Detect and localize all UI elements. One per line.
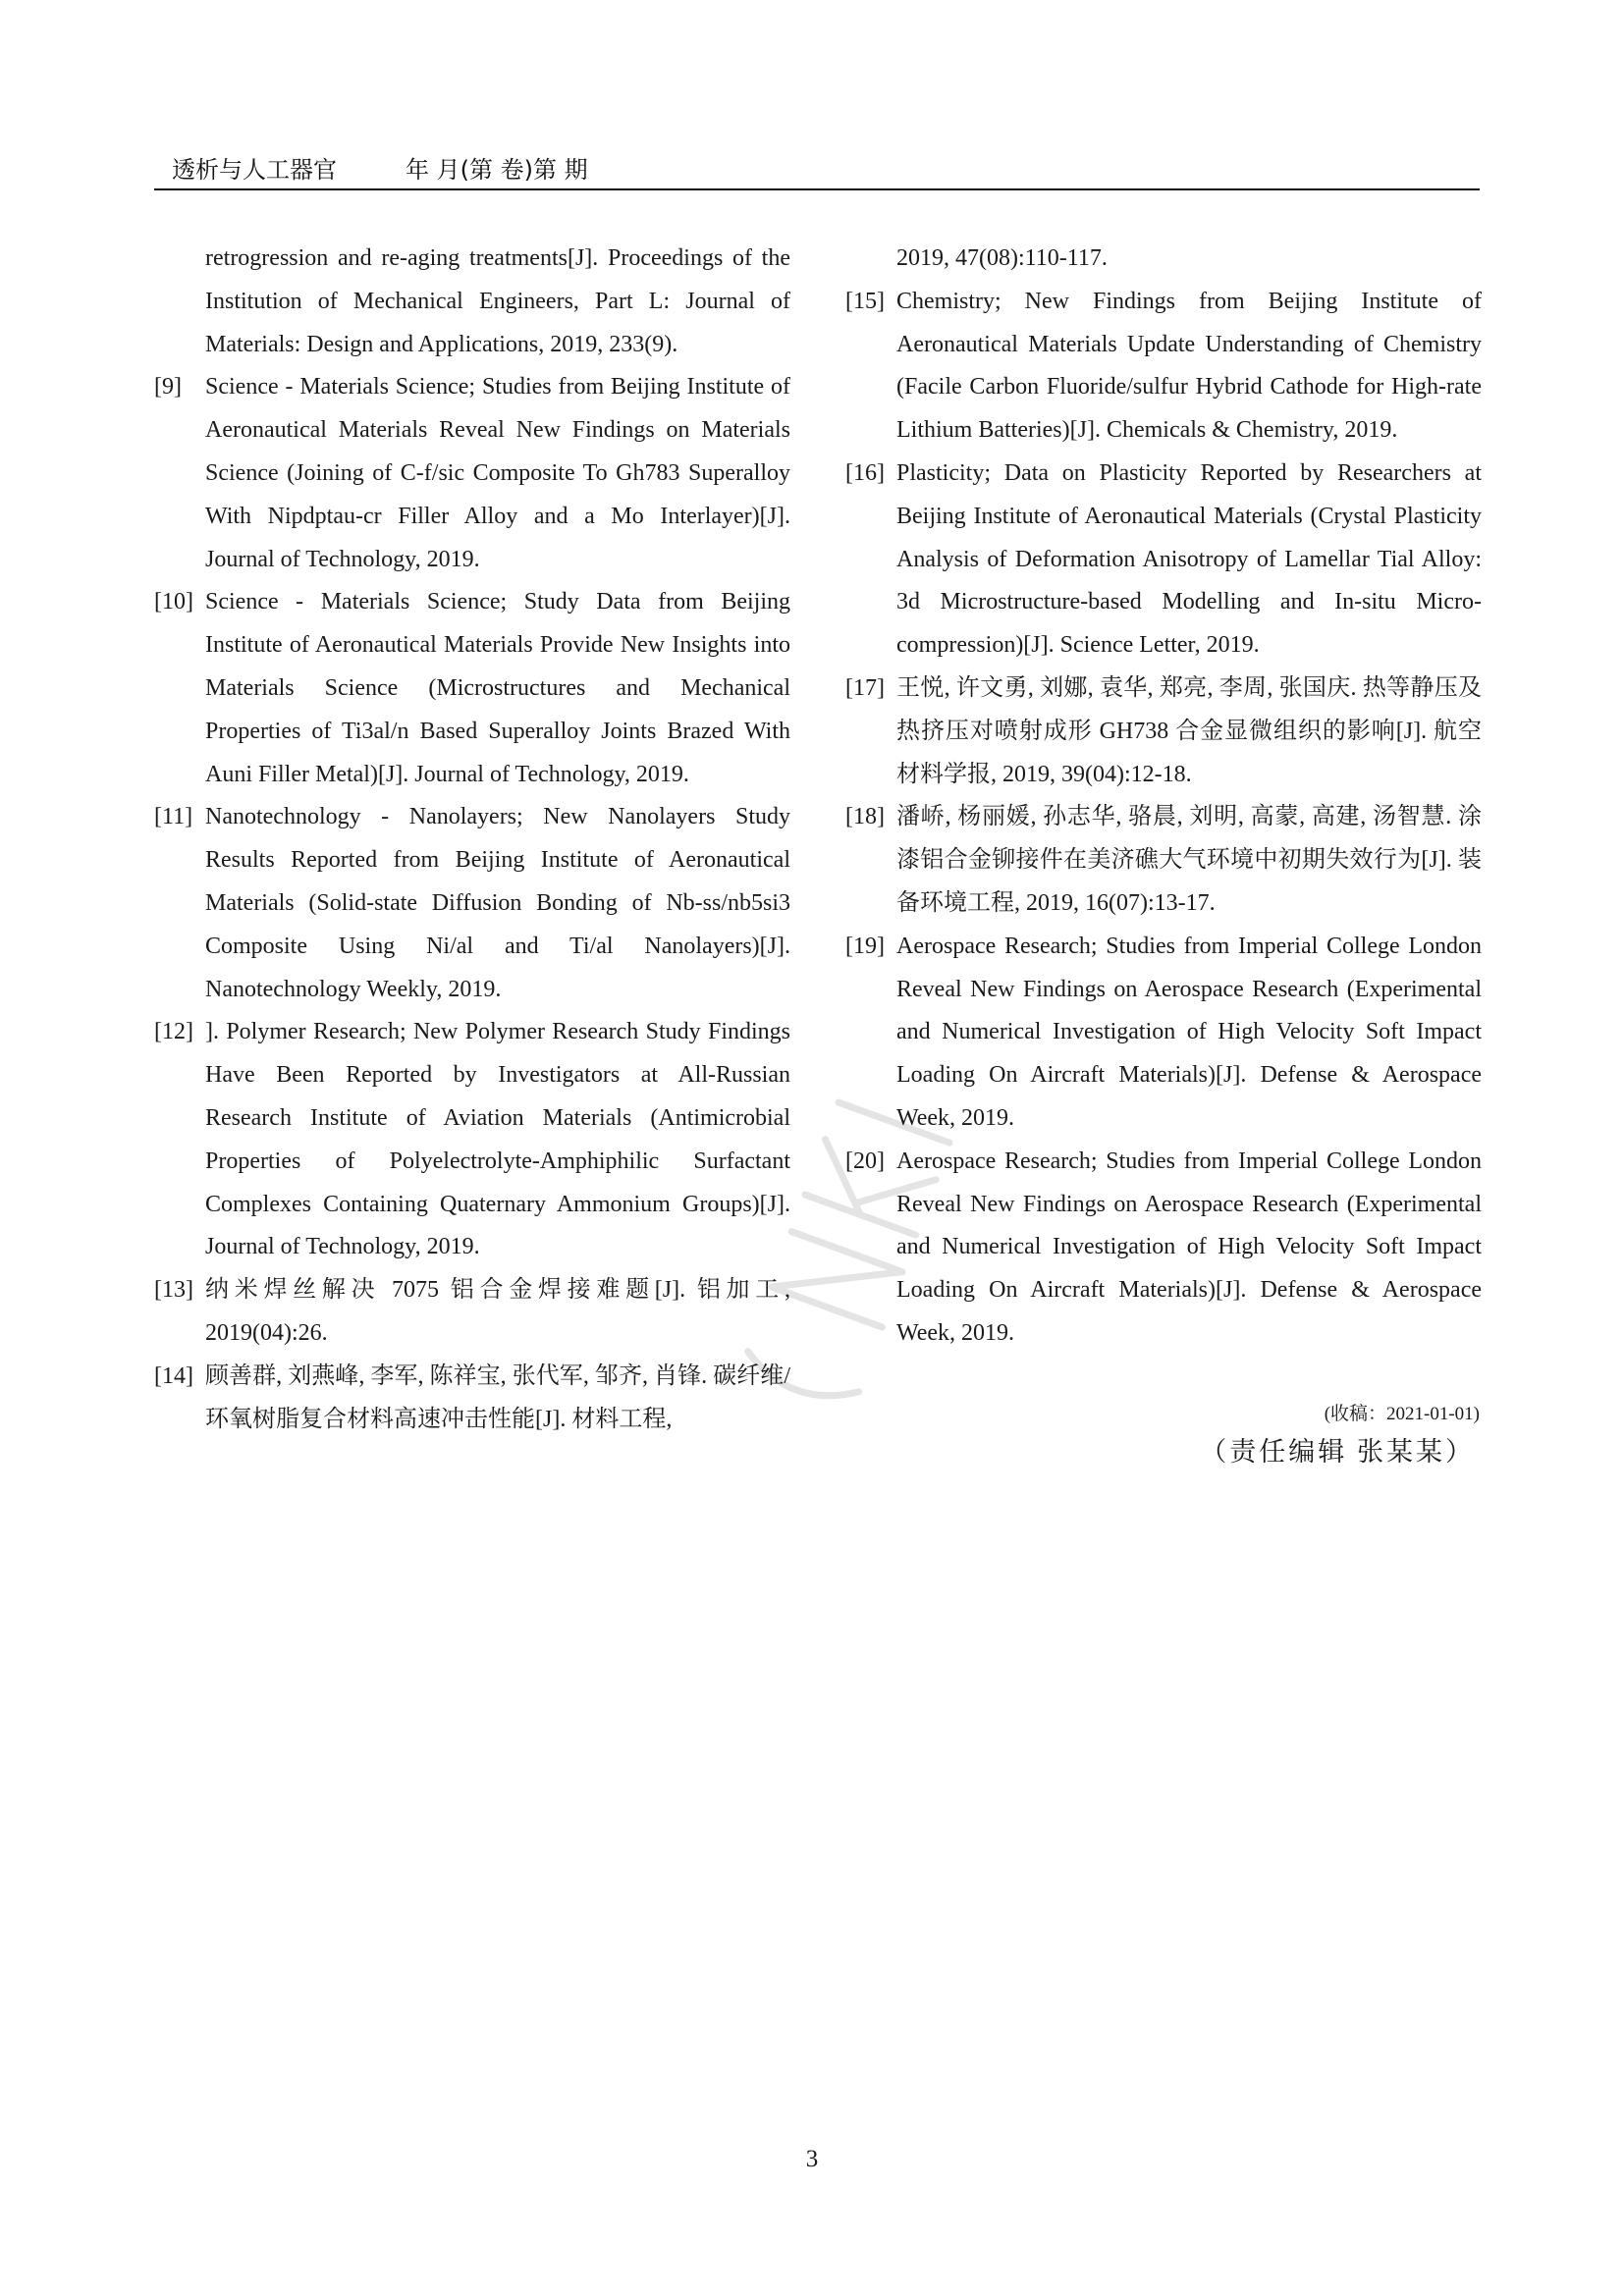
reference-number: [17] <box>845 674 885 701</box>
reference-number: [11] <box>154 804 193 830</box>
reference-number: [19] <box>845 933 885 959</box>
reference-item <box>154 581 790 796</box>
reference-text: Nanotechnology - Nanolayers; New Nanolayers Study Results Reported from Beijing Institute of Aeronautical Materials (Solid-state Diffusion Bonding of Nb-ss/nb5si3 Composite Using Ni/al and Ti/al Nanolayers)[J]. Nanotechnology Weekly, 2019. <box>205 804 790 1002</box>
responsible-editor: （责任编辑 张某某） <box>1200 1437 1475 1467</box>
reference-text: Aerospace Research; Studies from Imperial College London Reveal New Findings on Aerospace Research (Experimental and Numerical Investigation of High Velocity Soft Impact Loading On Aircraft Materials)[J]. Defense & Aerospace Week, 2019. <box>896 1148 1482 1346</box>
reference-text: 王悦, 许文勇, 刘娜, 袁华, 郑亮, 李周, 张国庆. 热等静压及热挤压对喷射成形 GH738 合金显微组织的影响[J]. 航空材料学报, 2019, 39(04):12-18. <box>896 674 1482 787</box>
reference-item <box>154 796 790 1011</box>
reference-item <box>154 366 790 581</box>
reference-text: 纳米焊丝解决 7075 铝合金焊接难题[J]. 铝加工, 2019(04):26. <box>205 1277 790 1346</box>
page-number: 3 <box>805 2146 819 2172</box>
reference-item <box>154 1356 790 1442</box>
reference-item <box>845 1141 1482 1356</box>
reference-item <box>154 1011 790 1269</box>
reference-number: [18] <box>845 804 885 830</box>
reference-text: Aerospace Research; Studies from Imperial College London Reveal New Findings on Aerospace Research (Experimental and Numerical Investigation of High Velocity Soft Impact Loading On Aircraft Materials)[J]. Defense & Aerospace Week, 2019. <box>896 933 1482 1131</box>
reference-number: [9] <box>154 374 182 400</box>
issue-info: 年 月(第 卷)第 期 <box>406 156 588 184</box>
reference-number: [12] <box>154 1019 193 1045</box>
reference-text: Science - Materials Science; Studies from Beijing Institute of Aeronautical Materials Reveal New Findings on Materials Science (Joining of C-f/sic Composite To Gh783 Superalloy With Nipdptau-cr Filler Alloy and a Mo Interlayer)[J]. Journal of Technology, 2019. <box>205 374 790 572</box>
reference-number: [10] <box>154 589 193 615</box>
reference-item <box>845 281 1482 453</box>
reference-text: Plasticity; Data on Plasticity Reported by Researchers at Beijing Institute of Aeronautical Materials (Crystal Plasticity Analysis of Deformation Anisotropy of Lamellar Tial Alloy: 3d Microstructure-based Modelling and In-situ Micro-compression)[J]. Science Letter, 2019. <box>896 459 1482 659</box>
reference-item <box>845 453 1482 667</box>
reference-continuation: retrogression and re-aging treatments[J]. Proceedings of the Institution of Mechanical Engineers, Part L: Journal of Materials: Design and Applications, 2019, 233(9). <box>205 245 790 357</box>
reference-item <box>845 926 1482 1141</box>
reference-number: [20] <box>845 1148 885 1174</box>
reference-continuation: 2019, 47(08):110-117. <box>896 245 1108 271</box>
reference-text: Science - Materials Science; Study Data from Beijing Institute of Aeronautical Materials Provide New Insights into Materials Science (Microstructures and Mechanical Properties of Ti3al/n Based Superalloy Joints Brazed With Auni Filler Metal)[J]. Journal of Technology, 2019. <box>205 589 790 787</box>
reference-number: [16] <box>845 459 885 486</box>
header-rule <box>154 188 1480 190</box>
reference-number: [15] <box>845 288 885 314</box>
reference-item <box>845 667 1482 796</box>
reference-text: 潘峤, 杨丽媛, 孙志华, 骆晨, 刘明, 高蒙, 高建, 汤智慧. 涂漆铝合金铆接件在美济礁大气环境中初期失效行为[J]. 装备环境工程, 2019, 16(07):13-17. <box>896 804 1482 916</box>
reference-item <box>154 1269 790 1356</box>
reference-number: [13] <box>154 1277 193 1304</box>
reference-item <box>845 796 1482 925</box>
reference-text: ]. Polymer Research; New Polymer Research Study Findings Have Been Reported by Investigators at All-Russian Research Institute of Aviation Materials (Antimicrobial Properties of Polyelectrolyte-Amphiphilic Surfactant Complexes Containing Quaternary Ammonium Groups)[J]. Journal of Technology, 2019. <box>205 1019 790 1260</box>
journal-name: 透析与人工器官 <box>172 156 337 184</box>
references-right-column <box>845 238 1482 1356</box>
reference-text: 顾善群, 刘燕峰, 李军, 陈祥宝, 张代军, 邹齐, 肖锋. 碳纤维/环氧树脂复合材料高速冲击性能[J]. 材料工程, <box>205 1362 790 1432</box>
reference-number: [14] <box>154 1362 193 1389</box>
reference-text: Chemistry; New Findings from Beijing Institute of Aeronautical Materials Update Understanding of Chemistry (Facile Carbon Fluoride/sulfur Hybrid Cathode for High-rate Lithium Batteries)[J]. Chemicals & Chemistry, 2019. <box>896 288 1482 444</box>
references-left-column <box>154 238 790 1441</box>
received-date: (收稿：2021-01-01) <box>1324 1404 1480 1424</box>
